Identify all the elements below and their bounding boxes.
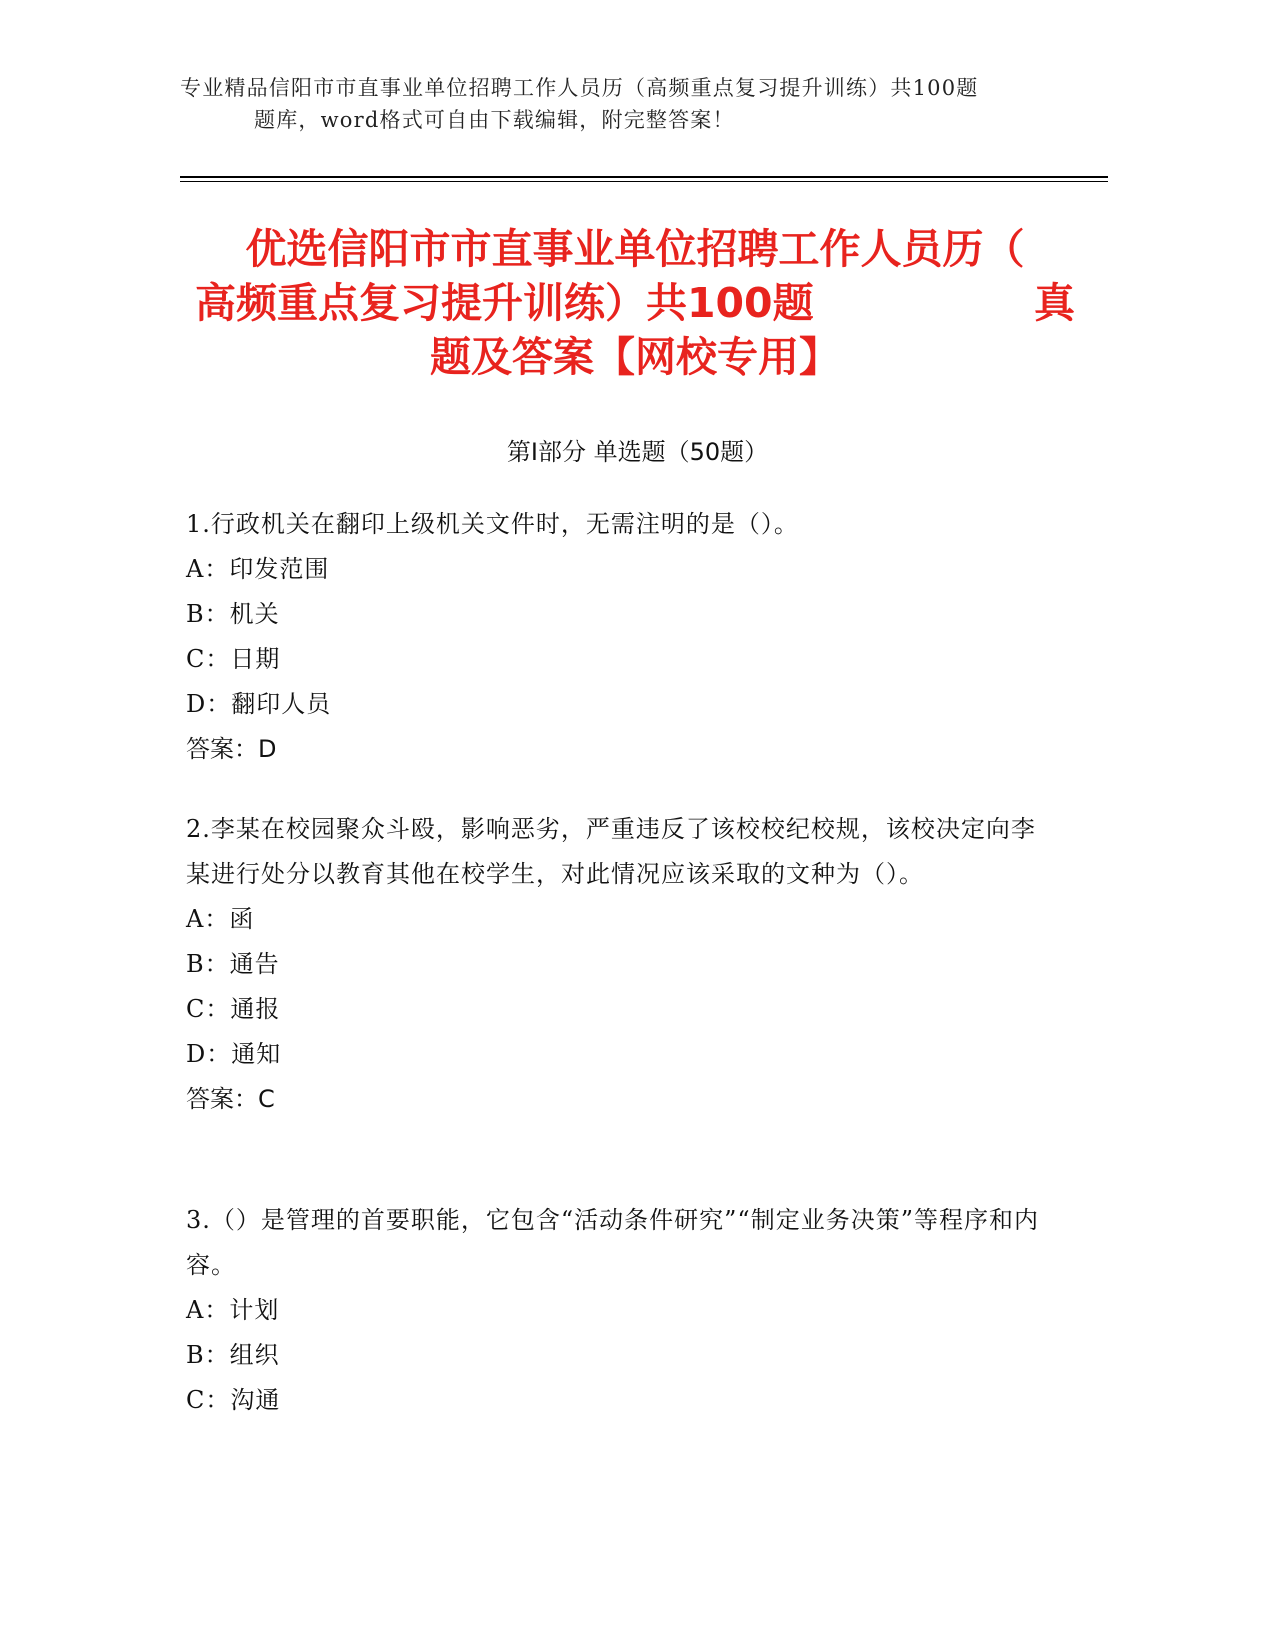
option-a: A：计划 xyxy=(186,1296,280,1324)
option-a: A：印发范围 xyxy=(186,555,330,583)
question-3 xyxy=(186,1198,1046,1423)
question-1 xyxy=(186,502,1046,772)
question-stem: 2.李某在校园聚众斗殴，影响恶劣，严重违反了该校校纪校规，该校决定向李某进行处分以教育其他在校学生，对此情况应该采取的文种为（）。 xyxy=(186,815,1036,888)
title-row-2 xyxy=(195,276,1075,330)
option-c: C：沟通 xyxy=(186,1386,281,1414)
option-c: C：通报 xyxy=(186,995,281,1023)
header-line-1: 专业精品信阳市市直事业单位招聘工作人员历（高频重点复习提升训练）共100题 xyxy=(180,76,979,100)
document-title xyxy=(195,222,1075,384)
title-row-2-right: 真 xyxy=(1034,279,1075,327)
option-b: B：通告 xyxy=(186,950,280,978)
option-d: D：通知 xyxy=(186,1040,282,1068)
question-stem: 1.行政机关在翻印上级机关文件时，无需注明的是（）。 xyxy=(186,510,799,538)
header-line-2: 题库，word格式可自由下载编辑，附完整答案！ xyxy=(254,108,735,132)
option-c: C：日期 xyxy=(186,645,281,673)
title-row-3: 题及答案【网校专用】 xyxy=(430,333,840,381)
question-stem: 3.（）是管理的首要职能，它包含“活动条件研究”“制定业务决策”等程序和内容。 xyxy=(186,1206,1039,1279)
answer: 答案：D xyxy=(186,735,277,763)
option-d: D：翻印人员 xyxy=(186,690,332,718)
header-divider-thin xyxy=(180,181,1108,182)
option-a: A：函 xyxy=(186,905,255,933)
header-divider-thick xyxy=(180,176,1108,178)
document-header xyxy=(180,72,1080,136)
answer: 答案：C xyxy=(186,1085,275,1113)
title-row-1: 优选信阳市市直事业单位招聘工作人员历（ xyxy=(245,225,1025,273)
section-heading: 第I部分 单选题（50题） xyxy=(506,438,769,466)
option-b: B：机关 xyxy=(186,600,280,628)
title-row-2-left: 高频重点复习提升训练）共100题 xyxy=(195,279,814,327)
option-b: B：组织 xyxy=(186,1341,280,1369)
question-2 xyxy=(186,807,1046,1122)
